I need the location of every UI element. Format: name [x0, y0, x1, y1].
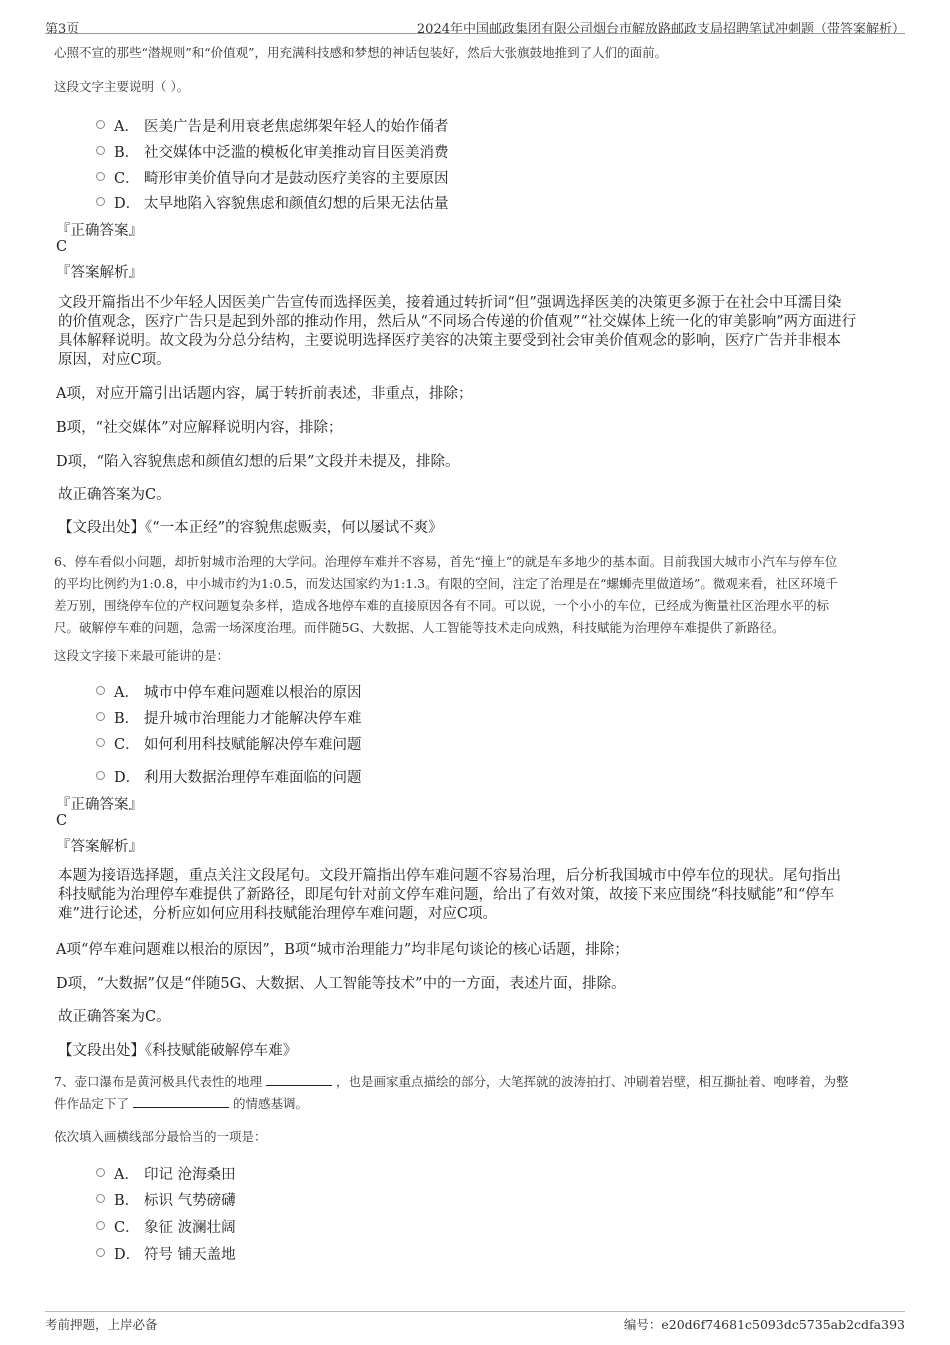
q6-prompt: 这段文字接下来最可能讲的是：: [54, 648, 230, 663]
q5-analysis: [58, 294, 908, 370]
q7-stem-line-1: [54, 1071, 848, 1093]
q7-stem-part: ，也是画家重点描绘的部分，大笔挥就的波涛拍打、冲刷着岩壁，相互撕扯着、咆哮着，为整: [335, 1074, 849, 1089]
q6-conclusion: 故正确答案为C。: [58, 1009, 171, 1025]
q5-note-a: A项，对应开篇引出话题内容，属于转折前表述，非重点，排除；: [56, 386, 473, 402]
option-text: 象征 波澜壮阔: [144, 1220, 236, 1236]
stem-line: 尺。破解停车难的问题，急需一场深度治理。而伴随5G、大数据、人工智能等技术走向成熟，科技赋能为治理停车难提供了新路径。: [54, 620, 785, 635]
option-text: 社交媒体中泛滥的模板化审美推动盲目医美消费: [144, 145, 449, 161]
analysis-line: 原因，对应C项。: [58, 352, 171, 368]
radio-icon[interactable]: [96, 738, 105, 747]
radio-icon[interactable]: [96, 712, 105, 721]
option-text: 太早地陷入容貌焦虑和颜值幻想的后果无法估量: [144, 196, 449, 212]
q6-stem: [54, 551, 904, 639]
header-divider: [45, 33, 905, 34]
q5-answer-label: 『正确答案』: [56, 223, 143, 239]
q5-stem-continuation: 心照不宣的那些“潜规则”和“价值观”，用充满科技感和梦想的神话包装好，然后大张旗鼓地推到了人们的面前。: [54, 45, 668, 60]
q5-analysis-label: 『答案解析』: [56, 265, 143, 281]
radio-icon[interactable]: [96, 1168, 105, 1177]
q6-note-ab: A项“停车难问题难以根治的原因”，B项“城市治理能力”均非尾句谈论的核心话题，排除；: [56, 942, 629, 958]
option-letter: B．: [114, 1193, 140, 1209]
option-letter: B．: [114, 145, 140, 161]
analysis-line: 科技赋能为治理停车难提供了新路径，即尾句针对前文停车难问题，给出了有效对策，故接下来应围绕“科技赋能”和“停车: [58, 887, 835, 903]
option-text: 标识 气势磅礴: [144, 1193, 236, 1209]
radio-icon[interactable]: [96, 172, 105, 181]
q7-stem-part: 件作品定下了: [54, 1096, 130, 1111]
analysis-line: 具体解释说明。故文段为分总分结构，主要说明选择医疗美容的决策主要受到社会审美价值观念的影响，医疗广告并非根本: [58, 333, 841, 349]
option-letter: C．: [114, 737, 140, 753]
fill-blank-2[interactable]: [133, 1093, 229, 1108]
q7-stem-line-2: [54, 1093, 308, 1115]
q5-answer: C: [56, 239, 68, 255]
q5-note-d: D项，“陷入容貌焦虑和颜值幻想的后果”文段并未提及，排除。: [56, 454, 460, 470]
q7-stem-part: 7、壶口瀑布是黄河极具代表性的地理: [54, 1074, 262, 1089]
option-text: 印记 沧海桑田: [144, 1167, 236, 1183]
option-letter: C．: [114, 1220, 140, 1236]
analysis-line: 本题为接语选择题，重点关注文段尾句。文段开篇指出停车难问题不容易治理，后分析我国城市中停车位的现状。尾句指出: [58, 868, 841, 884]
q5-prompt: 这段文字主要说明（ ）。: [54, 79, 190, 94]
analysis-line: 难”进行论述，分析应如何应用科技赋能治理停车难问题，对应C项。: [58, 906, 498, 922]
radio-icon[interactable]: [96, 1194, 105, 1203]
option-letter: B．: [114, 711, 140, 727]
document-title: 2024年中国邮政集团有限公司烟台市解放路邮政支局招聘笔试冲刺题（带答案解析）: [416, 22, 905, 37]
fill-blank-1[interactable]: [266, 1071, 332, 1086]
stem-line: 6、停车看似小问题，却折射城市治理的大学问。治理停车难并不容易，首先“撞上”的就是车多地少的基本面。目前我国大城市小汽车与停车位: [54, 554, 838, 569]
option-text: 畸形审美价值导向才是鼓动医疗美容的主要原因: [144, 171, 449, 187]
footer-divider: [45, 1311, 905, 1312]
q7-prompt: 依次填入画横线部分最恰当的一项是：: [54, 1129, 267, 1144]
stem-line: 的平均比例约为1:0.8，中小城市约为1:0.5，而发达国家约为1:1.3。有限的空间，注定了治理是在“螺蛳壳里做道场”。微观来看，社区环境千: [54, 576, 838, 591]
page-number: 第3页: [45, 22, 80, 37]
document-id: 编号：e20d6f74681c5093dc5735ab2cdfa393: [623, 1317, 905, 1332]
q5-note-b: B项，“社交媒体”对应解释说明内容，排除；: [56, 420, 343, 436]
q5-source: 【文段出处】《“一本正经”的容貌焦虑贩卖，何以屡试不爽》: [58, 520, 443, 536]
q7-stem-part: 的情感基调。: [232, 1096, 308, 1111]
option-text: 提升城市治理能力才能解决停车难: [144, 711, 362, 727]
analysis-line: 文段开篇指出不少年轻人因医美广告宣传而选择医美，接着通过转折词“但”强调选择医美的决策更多源于在社会中耳濡目染: [58, 295, 842, 311]
option-letter: C．: [114, 171, 140, 187]
option-letter: A．: [114, 119, 139, 135]
radio-icon[interactable]: [96, 197, 105, 206]
option-letter: D．: [114, 770, 141, 786]
option-letter: D．: [114, 1247, 141, 1263]
q5-conclusion: 故正确答案为C。: [58, 487, 171, 503]
option-text: 医美广告是利用衰老焦虑绑架年轻人的始作俑者: [144, 119, 449, 135]
q6-analysis-label: 『答案解析』: [56, 839, 143, 855]
q6-answer: C: [56, 813, 68, 829]
radio-icon[interactable]: [96, 120, 105, 129]
option-text: 符号 铺天盖地: [144, 1247, 236, 1263]
option-letter: D．: [114, 196, 141, 212]
radio-icon[interactable]: [96, 146, 105, 155]
radio-icon[interactable]: [96, 1221, 105, 1230]
radio-icon[interactable]: [96, 771, 105, 780]
radio-icon[interactable]: [96, 1248, 105, 1257]
analysis-line: 的价值观念，医疗广告只是起到外部的推动作用，然后从“不同场合传递的价值观”“社交媒体上统一化的审美影响”两方面进行: [58, 314, 857, 330]
q6-answer-label: 『正确答案』: [56, 797, 143, 813]
radio-icon[interactable]: [96, 686, 105, 695]
option-letter: A．: [114, 1167, 139, 1183]
q6-note-d: D项，“大数据”仅是“伴随5G、大数据、人工智能等技术”中的一方面，表述片面，排除。: [56, 976, 626, 992]
option-text: 城市中停车难问题难以根治的原因: [144, 685, 362, 701]
q6-source: 【文段出处】《科技赋能破解停车难》: [58, 1043, 298, 1059]
footer-slogan: 考前押题，上岸必备: [45, 1317, 158, 1332]
q6-analysis: [58, 867, 908, 924]
option-text: 利用大数据治理停车难面临的问题: [144, 770, 362, 786]
stem-line: 差万别，围绕停车位的产权问题复杂多样，造成各地停车难的直接原因各有不同。可以说，一个小小的车位，已经成为衡量社区治理水平的标: [54, 598, 830, 613]
option-letter: A．: [114, 685, 139, 701]
option-text: 如何利用科技赋能解决停车难问题: [144, 737, 362, 753]
